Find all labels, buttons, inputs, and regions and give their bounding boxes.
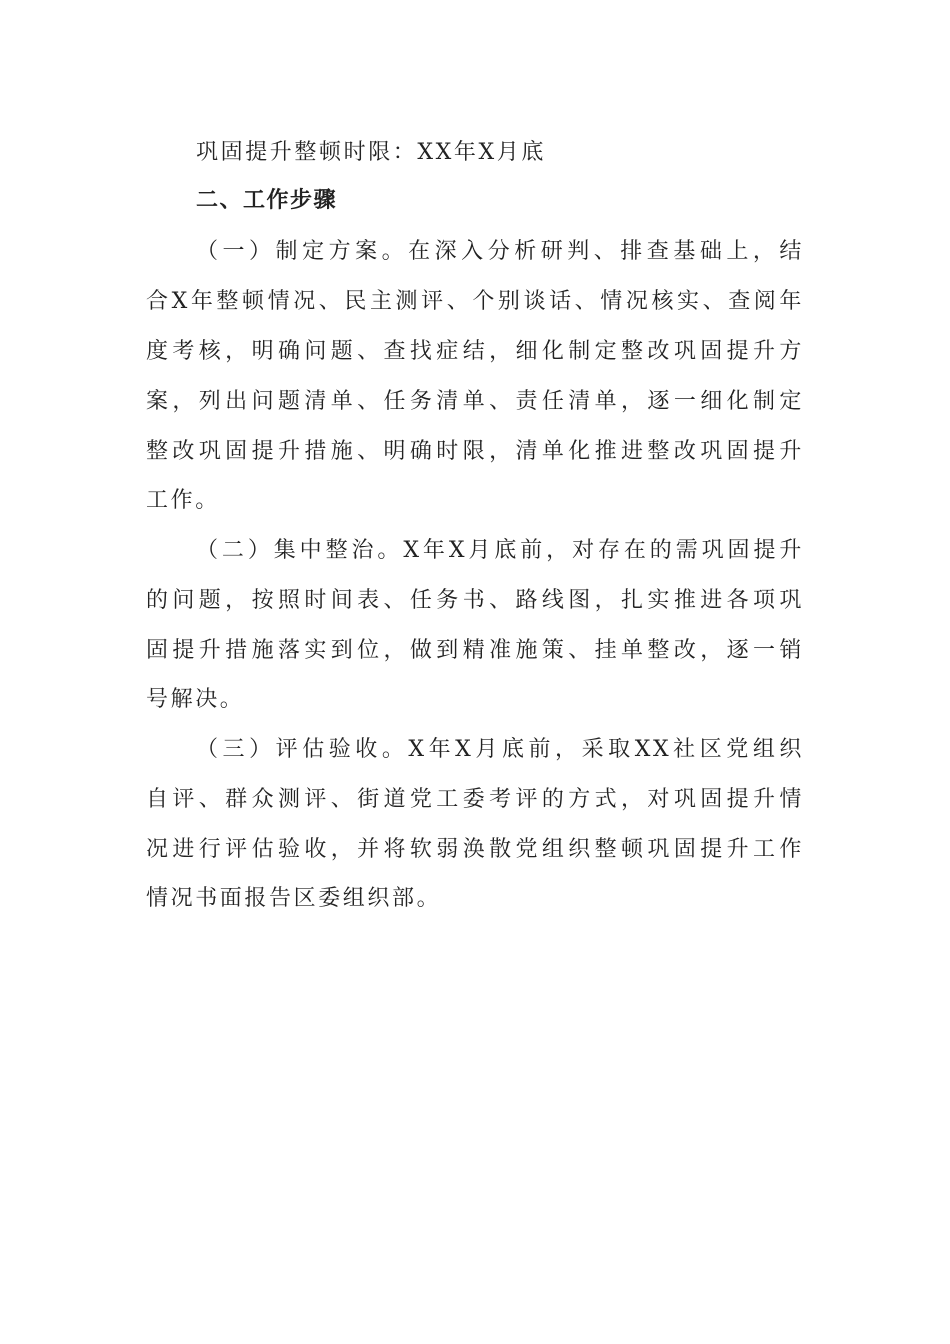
para2-line-2: 的问题，按照时间表、任务书、路线图，扎实推进各项巩 xyxy=(146,588,804,613)
para1-line-2: 合X年整顿情况、民主测评、个别谈话、情况核实、查阅年 xyxy=(146,289,804,314)
para1-line-4: 案，列出问题清单、任务清单、责任清单，逐一细化制定 xyxy=(146,389,804,414)
para1-line-6: 工作。 xyxy=(146,488,220,513)
section-heading: 二、工作步骤 xyxy=(196,188,338,213)
para2-line-3: 固提升措施落实到位，做到精准施策、挂单整改，逐一销 xyxy=(146,638,804,663)
para2-line-1: （二）集中整治。X年X月底前，对存在的需巩固提升 xyxy=(196,538,804,563)
para2-line-4: 号解决。 xyxy=(146,687,245,712)
para3-line-4: 情况书面报告区委组织部。 xyxy=(146,886,442,911)
para3-line-2: 自评、群众测评、街道党工委考评的方式，对巩固提升情 xyxy=(146,787,804,812)
para1-line-3: 度考核，明确问题、查找症结，细化制定整改巩固提升方 xyxy=(146,339,804,364)
para3-line-3: 况进行评估验收，并将软弱涣散党组织整顿巩固提升工作 xyxy=(146,837,804,862)
para1-line-5: 整改巩固提升措施、明确时限，清单化推进整改巩固提升 xyxy=(146,439,804,464)
deadline-line: 巩固提升整顿时限：XX年X月底 xyxy=(196,140,546,165)
para1-line-1: （一）制定方案。在深入分析研判、排查基础上，结 xyxy=(196,239,804,264)
para3-line-1: （三）评估验收。X年X月底前，采取XX社区党组织 xyxy=(196,737,804,762)
